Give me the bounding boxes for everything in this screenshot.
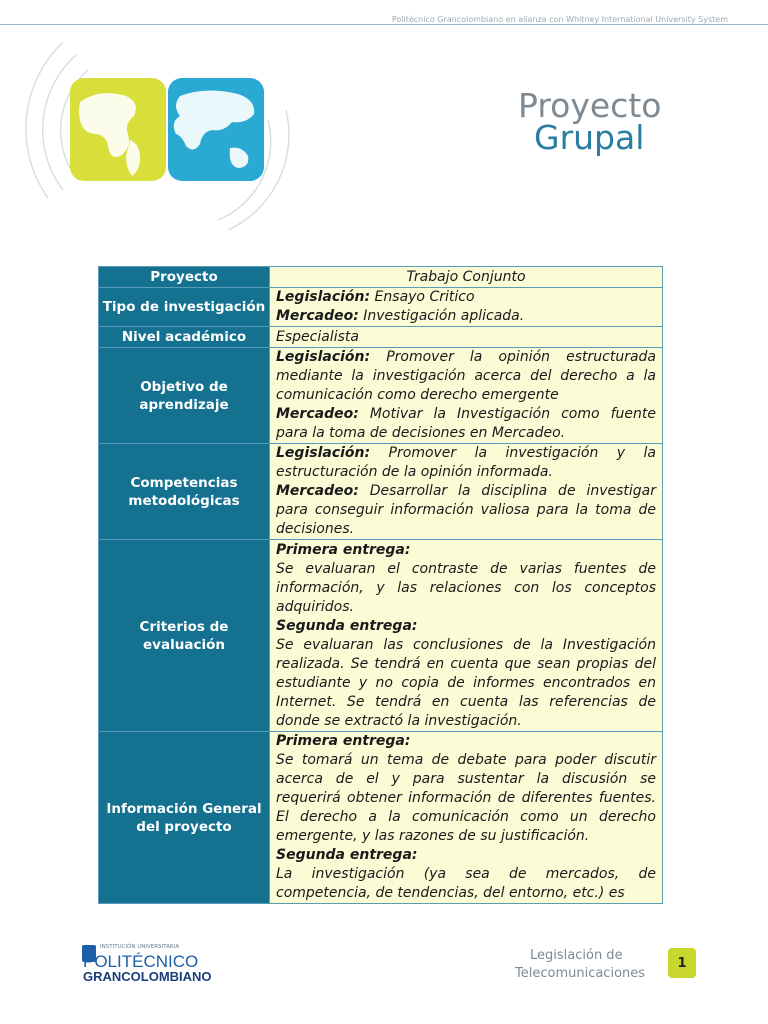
tipo-legislacion bbox=[276, 288, 656, 307]
politecnico-logo bbox=[80, 940, 230, 985]
row-header-competencias: Competencias metodológicas bbox=[99, 444, 270, 540]
label-mercadeo: Mercadeo: bbox=[276, 308, 359, 324]
table-row bbox=[99, 444, 663, 540]
page-title-line2: Grupal bbox=[534, 118, 645, 157]
table-row bbox=[99, 288, 663, 327]
table-row bbox=[99, 732, 663, 904]
label-legislacion: Legislación: bbox=[276, 445, 371, 461]
label-legislacion: Legislación: bbox=[276, 349, 371, 365]
criterios-segunda-text: Se evaluaran las conclusiones de la Investigación realizada. Se tendrá en cuenta que sean propias del estudiante y no copia de informes encontrados en Internet. Se tendrá en cuenta las referencias de donde se extractó la investigación. bbox=[276, 636, 656, 729]
row-value-objetivo bbox=[270, 348, 663, 444]
criterios-primera-label bbox=[276, 541, 656, 560]
table-row bbox=[99, 540, 663, 732]
page-number-badge: 1 bbox=[668, 948, 696, 978]
header-tagline: Politécnico Grancolombiano en alianza con Whitney International University System bbox=[391, 15, 728, 24]
footer-doc-title-line2: Telecomunicaciones bbox=[515, 966, 646, 981]
info-primera-label bbox=[276, 732, 656, 751]
criterios-segunda-label bbox=[276, 617, 656, 636]
row-value-informacion bbox=[270, 732, 663, 904]
row-value-nivel: Especialista bbox=[270, 327, 663, 348]
text-mercadeo: Investigación aplicada. bbox=[358, 308, 525, 324]
label-mercadeo: Mercadeo: bbox=[276, 406, 359, 422]
header-rule bbox=[0, 24, 768, 25]
label-mercadeo: Mercadeo: bbox=[276, 483, 359, 499]
row-header-informacion: Información General del proyecto bbox=[99, 732, 270, 904]
row-value-criterios bbox=[270, 540, 663, 732]
info-segunda-text: La investigación (ya sea de mercados, de competencia, de tendencias, del entorno, etc.) es bbox=[276, 866, 656, 901]
text-mercadeo: Motivar la Investigación como fuente para la toma de decisiones en Mercadeo. bbox=[276, 406, 656, 441]
row-value-competencias bbox=[270, 444, 663, 540]
objetivo-mercadeo bbox=[276, 405, 656, 443]
label-segunda-entrega: Segunda entrega: bbox=[276, 847, 418, 863]
row-value-tipo bbox=[270, 288, 663, 327]
table-row bbox=[99, 348, 663, 444]
criterios-primera-text: Se evaluaran el contraste de varias fuentes de información, y las relaciones con los conceptos adquiridos. bbox=[276, 560, 656, 615]
competencias-legislacion bbox=[276, 444, 656, 482]
text-legislacion: Promover la opinión estructurada mediante la investigación acerca del derecho a la comunicación como derecho emergente bbox=[276, 349, 656, 403]
label-segunda-entrega: Segunda entrega: bbox=[276, 617, 418, 634]
footer-doc-title-line1: Legislación de bbox=[530, 948, 623, 963]
table-row bbox=[99, 267, 663, 288]
row-header-nivel: Nivel académico bbox=[99, 327, 270, 348]
row-header-proyecto: Proyecto bbox=[99, 267, 270, 288]
world-map-logo-icon bbox=[18, 30, 293, 230]
logo-top-text: INSTITUCIÓN UNIVERSITARIA bbox=[100, 944, 180, 950]
label-primera-entrega: Primera entrega: bbox=[276, 733, 411, 749]
page-title-line1: Proyecto bbox=[518, 86, 662, 125]
logo-bottom-text: GRANCOLOMBIANO bbox=[83, 969, 212, 984]
logo-mid-text: POLITÉCNICO bbox=[83, 952, 199, 971]
info-segunda-label bbox=[276, 846, 656, 865]
row-header-objetivo: Objetivo de aprendizaje bbox=[99, 348, 270, 444]
tipo-mercadeo bbox=[276, 307, 656, 326]
table-row bbox=[99, 327, 663, 348]
text-mercadeo: Desarrollar la disciplina de investigar para conseguir información valiosa para la toma de decisiones. bbox=[276, 483, 656, 537]
text-legislacion: Ensayo Critico bbox=[370, 289, 475, 305]
label-legislacion: Legislación: bbox=[276, 289, 371, 305]
row-value-proyecto: Trabajo Conjunto bbox=[270, 267, 663, 288]
objetivo-legislacion bbox=[276, 348, 656, 405]
project-info-table bbox=[98, 266, 663, 904]
text-legislacion: Promover la investigación y la estructuración de la opinión informada. bbox=[276, 445, 656, 480]
competencias-mercadeo bbox=[276, 482, 656, 539]
row-header-criterios: Criterios de evaluación bbox=[99, 540, 270, 732]
row-header-tipo: Tipo de investigación bbox=[99, 288, 270, 327]
label-primera-entrega: Primera entrega: bbox=[276, 541, 411, 558]
info-primera-text: Se tomará un tema de debate para poder discutir acerca de el y para sustentar la discusión se requerirá obtener información de diferentes fuentes. El derecho a la comunicación como un derecho emergente, y las razones de su justificación. bbox=[276, 752, 656, 844]
